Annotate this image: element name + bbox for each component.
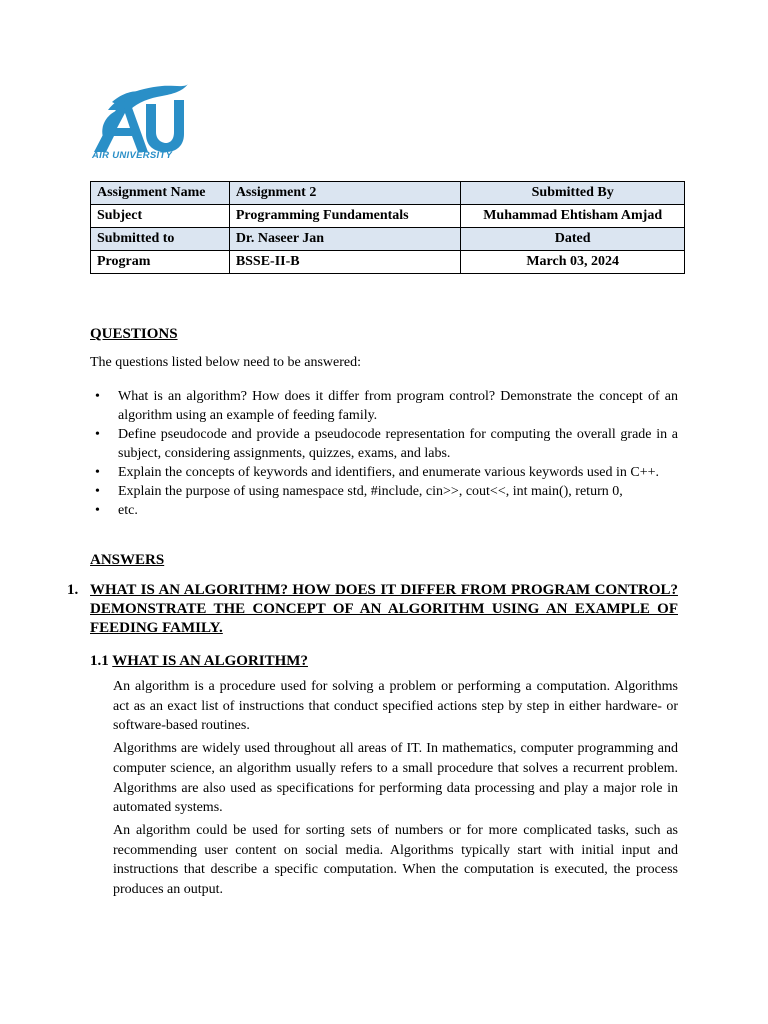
table-cell: Dated (461, 228, 685, 251)
assignment-info-table (90, 181, 685, 274)
list-item-text: Define pseudocode and provide a pseudocode representation for computing the overall grade in a subject, considering assignments, quizzes, exams, and labs. (118, 427, 678, 461)
air-university-emblem-icon (90, 80, 190, 152)
section-number: 1. (67, 582, 79, 598)
list-item-text: Explain the concepts of keywords and identifiers, and enumerate various keywords used in C++. (118, 465, 660, 480)
table-cell: Muhammad Ehtisham Amjad (461, 205, 685, 228)
list-item (90, 463, 678, 482)
list-item-text: Explain the purpose of using namespace std, #include, cin>>, cout<<, int main(), return 0, (118, 484, 623, 499)
table-cell: Programming Fundamentals (229, 205, 461, 228)
bullet-icon: • (95, 484, 100, 499)
table-row (91, 251, 685, 274)
section-1-heading (67, 581, 678, 638)
bullet-icon: • (95, 503, 100, 518)
table-cell: Submitted to (91, 228, 230, 251)
table-row (91, 205, 685, 228)
answer-paragraphs (113, 677, 678, 903)
list-item (90, 482, 678, 501)
table-row (91, 182, 685, 205)
list-item (90, 425, 678, 463)
bullet-icon: • (95, 465, 100, 480)
table-cell: Submitted By (461, 182, 685, 205)
list-item (90, 501, 678, 520)
section-title: WHAT IS AN ALGORITHM? HOW DOES IT DIFFER FROM PROGRAM CONTROL? DEMONSTRATE THE CONCEPT OF AN ALGORITHM USING AN EXAMPLE OF FEEDING FAMILY. (90, 582, 678, 636)
list-item-text: What is an algorithm? How does it differ from program control? Demonstrate the concept of an algorithm using an example of feeding family. (118, 389, 678, 423)
table-cell: March 03, 2024 (461, 251, 685, 274)
table-cell: Assignment Name (91, 182, 230, 205)
questions-intro: The questions listed below need to be answered: (90, 355, 361, 370)
bullet-icon: • (95, 427, 100, 442)
paragraph: Algorithms are widely used throughout all areas of IT. In mathematics, computer programming and computer science, an algorithm usually refers to a small procedure that solves a recurrent problem. Algorithms are also used as specifications for performing data processing and play a major role in automated systems. (113, 741, 678, 816)
logo-text: AIR UNIVERSITY (92, 150, 173, 161)
table-cell: Program (91, 251, 230, 274)
subsection-heading (90, 653, 308, 670)
list-item-text: etc. (118, 503, 138, 518)
table-cell: Assignment 2 (229, 182, 461, 205)
bullet-icon: • (95, 389, 100, 404)
paragraph: An algorithm is a procedure used for solving a problem or performing a computation. Algorithms act as an exact list of instructions that conduct specified actions step by step in either hardware- or software-based routines. (113, 679, 678, 734)
table-cell: Dr. Naseer Jan (229, 228, 461, 251)
table-cell: Subject (91, 205, 230, 228)
paragraph: An algorithm could be used for sorting sets of numbers or for more complicated tasks, such as recommending user content on social media. Algorithms typically start with initial input and instructions that describe a specific computation. When the computation is executed, the process produces an output. (113, 822, 678, 898)
table-row (91, 228, 685, 251)
table-cell: BSSE-II-B (229, 251, 461, 274)
questions-heading: QUESTIONS (90, 326, 178, 342)
subsection-title: WHAT IS AN ALGORITHM? (112, 653, 308, 669)
subsection-number: 1.1 (90, 653, 109, 669)
air-university-logo (90, 80, 190, 164)
questions-list (90, 387, 678, 520)
answers-heading: ANSWERS (90, 552, 165, 568)
list-item (90, 387, 678, 425)
